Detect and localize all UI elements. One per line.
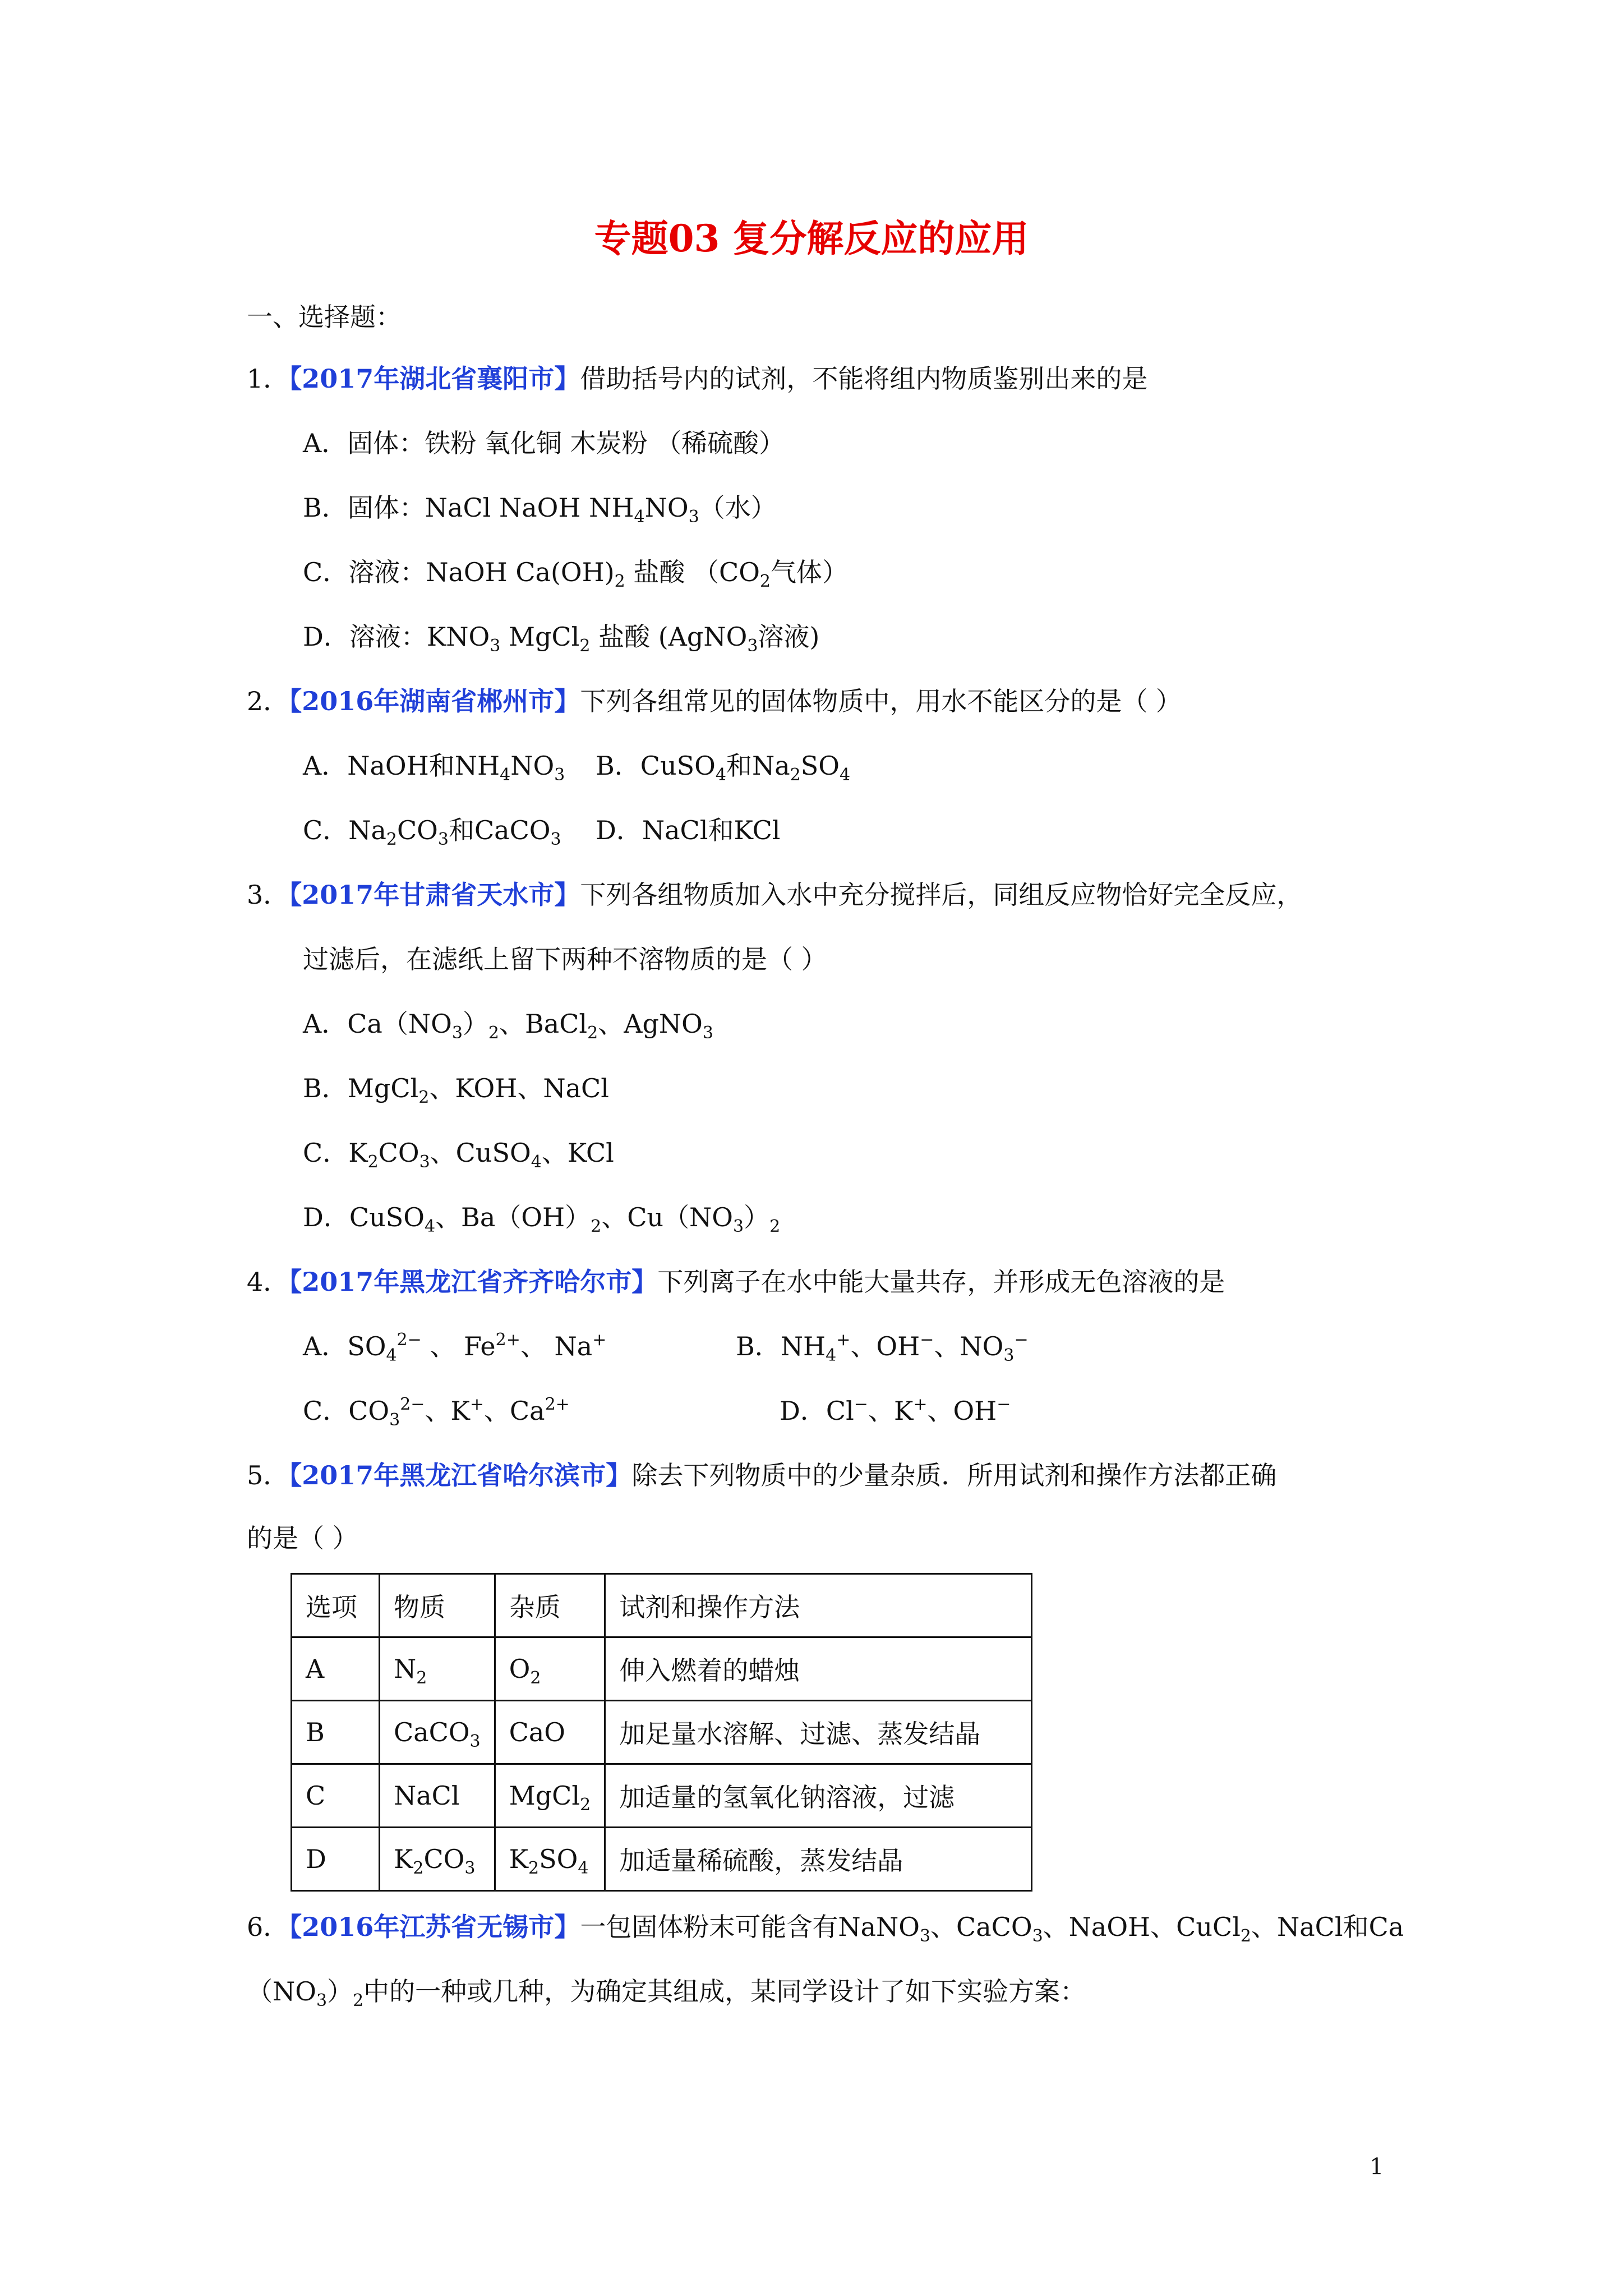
- question-3: 3．【2017年甘肃省天水市】下列各组物质加入水中充分搅拌后，同组反应物恰好完全反应，: [247, 880, 1303, 910]
- q1-option-b: B．固体：NaCl NaOH $NH_4NO_3$（水）: [303, 493, 777, 527]
- q5-source-tag: 【2017年黑龙江省哈尔滨市】: [289, 1460, 632, 1490]
- q2-stem: 下列各组常见的固体物质中，用水不能区分的是（ ）: [580, 686, 1182, 716]
- header-substance: 物质: [380, 1574, 495, 1637]
- question-2: 2．【2016年湖南省郴州市】下列各组常见的固体物质中，用水不能区分的是（ ）: [247, 686, 1182, 716]
- table-row: [292, 1764, 1032, 1828]
- header-impurity: 杂质: [495, 1574, 605, 1637]
- q4-stem: 下列离子在水中能大量共存，并形成无色溶液的是: [657, 1267, 1225, 1297]
- q4-option-a: A．$SO_4^{2-}$ 、 $Fe^{2+}$、 Na+: [303, 1330, 607, 1365]
- page-title: 专题03 复分解反应的应用: [594, 217, 1029, 260]
- page-number: 1: [1370, 2154, 1384, 2180]
- q2-option-d: D．NaCl和KCl: [596, 815, 781, 845]
- row-option: C: [292, 1764, 380, 1828]
- q3-stem-continued: 过滤后，在滤纸上留下两种不溶物质的是（ ）: [303, 944, 827, 974]
- row-option: A: [292, 1637, 380, 1701]
- q1-option-a: A．固体：铁粉 氧化铜 木炭粉 （稀硫酸）: [303, 428, 785, 458]
- row-method: 加适量的氢氧化钠溶液，过滤: [605, 1764, 1032, 1828]
- q1-option-c: C．溶液：NaOH $Ca(OH)_2$ 盐酸 （$CO_2$气体）: [303, 557, 849, 591]
- q2-option-a: A．NaOH和$NH_4NO_3$: [303, 751, 565, 785]
- section-heading: 一、选择题：: [247, 302, 402, 332]
- header-option: 选项: [292, 1574, 380, 1637]
- row-substance: $K_2CO_3$: [380, 1828, 495, 1891]
- q1-option-d: D．溶液：$KNO_3$ MgCl$_2$ 盐酸 (AgNO$_3$溶液): [303, 622, 820, 656]
- row-substance: NaCl: [380, 1764, 495, 1828]
- q2-option-b: B．CuSO$_4$和$Na_2SO_4$: [596, 751, 851, 785]
- q3-option-d: D．CuSO$_4$、$Ba(OH)_2$、$Cu(NO_3)_2$: [303, 1202, 781, 1236]
- q6-stem-continued: $(NO_3)_2$中的一种或几种，为确定其组成，某同学设计了如下实验方案：: [247, 1976, 1086, 2010]
- q4-source-tag: 【2017年黑龙江省齐齐哈尔市】: [289, 1267, 658, 1297]
- row-option: B: [292, 1701, 380, 1764]
- q1-source-tag: 【2017年湖北省襄阳市】: [289, 364, 580, 394]
- row-impurity: $O_2$: [495, 1637, 605, 1701]
- q6-source-tag: 【2016年江苏省无锡市】: [289, 1912, 580, 1942]
- row-method: 加适量稀硫酸，蒸发结晶: [605, 1828, 1032, 1891]
- q5-table: [291, 1573, 1032, 1892]
- q4-option-b: B．$NH_4^+$、OH−、$NO_3^-$: [736, 1330, 1029, 1365]
- question-5: 5．【2017年黑龙江省哈尔滨市】除去下列物质中的少量杂质．所用试剂和操作方法都正确: [247, 1460, 1277, 1490]
- q5-stem-continued: 的是（ ）: [247, 1523, 358, 1553]
- row-method: 加足量水溶解、过滤、蒸发结晶: [605, 1701, 1032, 1764]
- row-impurity: $K_2SO_4$: [495, 1828, 605, 1891]
- row-substance: CaCO$_3$: [380, 1701, 495, 1764]
- q3-option-c: C．$K_2CO_3$、CuSO$_4$、KCl: [303, 1138, 614, 1172]
- header-method: 试剂和操作方法: [605, 1574, 1032, 1637]
- row-substance: $N_2$: [380, 1637, 495, 1701]
- question-6: 6．【2016年江苏省无锡市】一包固体粉末可能含有NaNO$_3$、CaCO$_3$、NaOH、CuCl$_2$、NaCl和Ca: [247, 1912, 1404, 1946]
- q3-option-a: A．$Ca(NO_3)_2$、BaCl$_2$、AgNO$_3$: [303, 1009, 713, 1043]
- q4-option-c: C．$CO_3^{2-}$、K+、$Ca^{2+}$: [303, 1395, 570, 1430]
- q2-source-tag: 【2016年湖南省郴州市】: [289, 686, 580, 716]
- q5-stem: 除去下列物质中的少量杂质．所用试剂和操作方法都正确: [631, 1460, 1277, 1490]
- table-header-row: [292, 1574, 1032, 1637]
- q2-option-c: C．$Na_2CO_3$和CaCO$_3$: [303, 815, 561, 849]
- q1-stem: 借助括号内的试剂，不能将组内物质鉴别出来的是: [580, 364, 1148, 394]
- row-impurity: MgCl$_2$: [495, 1764, 605, 1828]
- table-row: [292, 1637, 1032, 1701]
- question-4: 4．【2017年黑龙江省齐齐哈尔市】下列离子在水中能大量共存，并形成无色溶液的是: [247, 1267, 1225, 1297]
- q3-option-b: B．MgCl$_2$、KOH、NaCl: [303, 1073, 609, 1107]
- q4-option-d: D．Cl−、K+、OH−: [780, 1395, 1011, 1426]
- question-1: [247, 362, 1147, 395]
- q1-number: 1．: [247, 364, 289, 394]
- row-method: 伸入燃着的蜡烛: [605, 1637, 1032, 1701]
- q3-stem: 下列各组物质加入水中充分搅拌后，同组反应物恰好完全反应，: [580, 880, 1303, 910]
- row-impurity: CaO: [495, 1701, 605, 1764]
- table-row: [292, 1828, 1032, 1891]
- q3-source-tag: 【2017年甘肃省天水市】: [289, 880, 580, 910]
- row-option: D: [292, 1828, 380, 1891]
- table-row: [292, 1701, 1032, 1764]
